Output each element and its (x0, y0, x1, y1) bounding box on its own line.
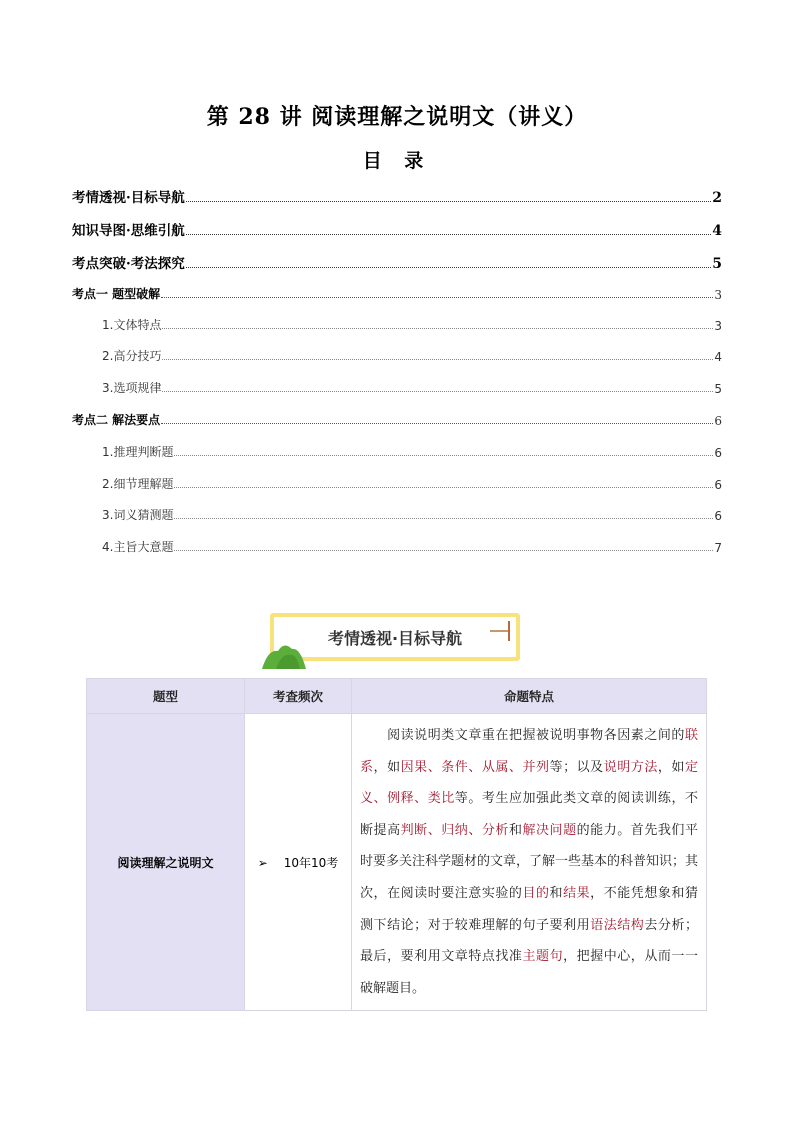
desc-highlight: 因果、条件、从属、并列 (400, 759, 550, 775)
hill-icon (262, 643, 308, 669)
toc-entry-page: 4 (712, 223, 722, 239)
toc-entry-breakthrough[interactable] (72, 252, 722, 272)
toc-entry-page: 7 (714, 541, 722, 555)
toc-entry-label: 4.主旨大意题 (102, 540, 174, 554)
toc-leader-dots (186, 266, 712, 268)
toc-leader-dots (162, 390, 713, 392)
desc-text: 等；以及 (549, 759, 604, 775)
arrow-bullet-icon: ➢ (257, 855, 268, 870)
desc-text: ，如 (373, 759, 401, 775)
toc-entry-main-idea[interactable] (72, 538, 722, 555)
toc-entry-page: 5 (714, 382, 722, 396)
toc-entry-skills[interactable] (72, 347, 722, 364)
toc-leader-dots (174, 486, 713, 488)
toc-entry-page: 6 (714, 414, 722, 428)
toc-leader-dots (162, 358, 713, 360)
desc-text: ，不能凭想象和猜测下结论；对于较难理解的句子要利用 (360, 885, 698, 933)
desc-highlight: 判断、归纳、分析 (400, 822, 509, 838)
toc-entry-page: 6 (714, 446, 722, 460)
toc-entry-options[interactable] (72, 379, 722, 396)
banner-accent-bar (508, 621, 510, 641)
toc-entry-point-1[interactable] (72, 285, 722, 302)
toc-entry-page: 5 (712, 256, 722, 272)
toc-heading: 目 录 (362, 150, 432, 172)
toc-entry-inference[interactable] (72, 443, 722, 460)
toc-entry-label: 1.推理判断题 (102, 445, 174, 459)
toc-entry-label: 考情透视·目标导航 (72, 190, 185, 206)
toc-entry-label: 1.文体特点 (102, 318, 162, 332)
toc-entry-label: 2.高分技巧 (102, 349, 162, 363)
toc-entry-label: 知识导图·思维引航 (72, 223, 185, 239)
toc-entry-detail[interactable] (72, 475, 722, 492)
toc-entry-label: 3.选项规律 (102, 381, 162, 395)
desc-text: ，把握中心，从而一一破解题目。 (360, 949, 698, 996)
toc-entry-page: 6 (714, 478, 722, 492)
desc-highlight: 说明方法 (603, 759, 658, 775)
toc-leader-dots (161, 422, 713, 424)
toc-leader-dots (186, 200, 712, 202)
table-row (87, 714, 707, 1011)
desc-highlight: 解决问题 (522, 822, 577, 838)
header-features: 命题特点 (352, 679, 707, 714)
toc-leader-dots (161, 296, 713, 298)
toc-leader-dots (174, 517, 713, 519)
toc-leader-dots (174, 454, 713, 456)
desc-text: 阅读说明类文章重在把握被说明事物各因素之间的 (360, 728, 685, 743)
desc-highlight: 语法结构 (590, 917, 645, 933)
toc-entry-label: 考点二 解法要点 (72, 413, 161, 427)
desc-text: 的能力。首先我们平时要多关注科学题材的文章，了解一些基本的科普知识；其次，在阅读时要注意实验的 (360, 822, 699, 901)
banner-accent-line (490, 630, 510, 632)
desc-highlight: 结果 (563, 885, 591, 901)
toc-entry-style[interactable] (72, 316, 722, 333)
toc-leader-dots (174, 549, 713, 551)
toc-entry-label: 3.词义猜测题 (102, 508, 174, 522)
desc-text: ，如 (657, 759, 685, 775)
toc-entry-label: 考点突破·考法探究 (72, 256, 185, 272)
toc-entry-page: 2 (712, 190, 722, 206)
banner-title: 考情透视·目标导航 (327, 629, 463, 648)
table-header-row (87, 679, 707, 714)
header-type: 题型 (87, 679, 245, 714)
toc-entry-page: 6 (714, 509, 722, 523)
desc-highlight: 定义、例释、类比 (360, 759, 698, 807)
question-type-cell: 阅读理解之说明文 (87, 714, 245, 1011)
exam-overview-table (86, 678, 707, 1011)
frequency-value: 10年10考 (283, 855, 339, 870)
page-title: 第 28 讲 阅读理解之说明文（讲义） (206, 104, 588, 130)
toc-entry-mindmap[interactable] (72, 219, 722, 239)
toc-entry-vocab[interactable] (72, 506, 722, 523)
desc-text: 和 (549, 885, 564, 901)
desc-highlight: 联系 (360, 728, 698, 775)
toc-entry-page: 3 (714, 319, 722, 333)
toc-leader-dots (186, 233, 712, 235)
toc-entry-label: 考点一 题型破解 (72, 287, 161, 301)
desc-text: 等。考生应加强此类文章的阅读训练，不断提高 (360, 791, 698, 838)
frequency-cell (245, 714, 352, 1011)
toc-entry-page: 4 (714, 350, 722, 364)
toc-entry-label: 2.细节理解题 (102, 477, 174, 491)
toc-entry-page: 3 (714, 288, 722, 302)
features-cell (352, 714, 707, 1011)
toc-entry-point-2[interactable] (72, 411, 722, 428)
desc-text: 和 (508, 822, 523, 838)
desc-text: 去分析；最后，要利用文章特点找准 (360, 917, 698, 965)
toc-entry-analysis[interactable] (72, 186, 722, 206)
toc-leader-dots (162, 327, 713, 329)
header-frequency: 考查频次 (245, 679, 352, 714)
desc-highlight: 主题句 (522, 949, 564, 965)
section-banner (270, 613, 520, 665)
desc-highlight: 目的 (522, 885, 550, 901)
